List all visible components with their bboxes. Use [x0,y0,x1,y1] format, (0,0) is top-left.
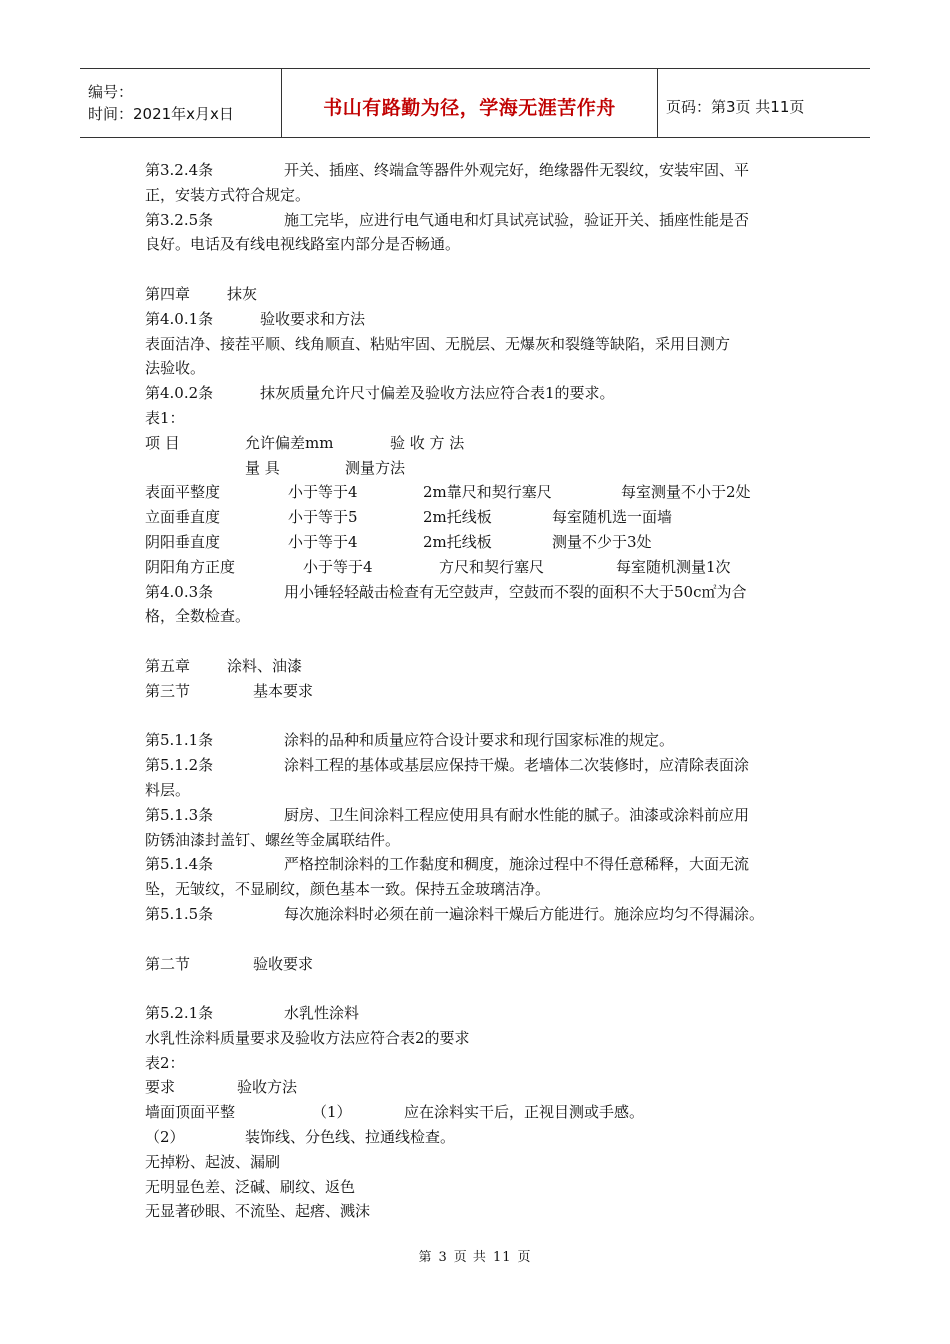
clause-5-1-3: 第5.1.3条 厨房、卫生间涂料工程应使用具有耐水性能的腻子。油漆或涂料前应用 [145,805,750,824]
header-page-label: 页码：第3页 共11页 [666,97,805,116]
clause-5-1-2: 第5.1.2条 涂料工程的基体或基层应保持干燥。老墙体二次装修时，应清除表面涂 [145,756,750,775]
clause-4-0-1-cont: 法验收。 [145,359,206,378]
clause-5-2-1-text: 水乳性涂料质量要求及验收方法应符合表2的要求 [145,1028,470,1047]
table-2-row-3: 无掉粉、起波、漏刷 [145,1152,281,1171]
clause-5-1-4-cont: 坠，无皱纹，不显刷纹，颜色基本一致。保持五金玻璃洁净。 [145,880,551,899]
clause-5-1-2-cont: 料层。 [145,780,191,799]
table-row: 阴阳垂直度 小于等于4 2m托线板 测量不少于3处 [145,532,652,551]
table-2-row-4: 无明显色差、泛碱、刷纹、返色 [145,1177,356,1196]
page-header [80,68,870,138]
clause-5-2-1: 第5.2.1条 水乳性涂料 [145,1004,360,1023]
document-time-label: 时间：2021年x月x日 [88,105,234,123]
table-2-row-5: 无显著砂眼、不流坠、起瘩、溅沫 [145,1202,371,1221]
table-2-row-2: （2） 装饰线、分色线、拉通线检查。 [145,1128,456,1147]
header-meta [80,69,282,137]
document-body [145,158,825,1224]
document-number-label: 编号： [88,83,134,101]
section-2-heading: 第二节 验收要求 [145,954,314,973]
chapter-5-heading: 第五章 涂料、油漆 [145,656,303,675]
clause-4-0-1-text: 表面洁净、接茬平顺、线角顺直、粘贴牢固、无脱层、无爆灰和裂缝等缺陷，采用目测方 [145,334,731,353]
clause-4-0-2: 第4.0.2条 抹灰质量允许尺寸偏差及验收方法应符合表1的要求。 [145,384,615,403]
chapter-4-heading: 第四章 抹灰 [145,284,258,303]
clause-4-0-3: 第4.0.3条 用小锤轻轻敲击检查有无空鼓声，空鼓而不裂的面积不大于50c㎡为合 [145,582,747,601]
clause-5-1-4: 第5.1.4条 严格控制涂料的工作黏度和稠度，施涂过程中不得任意稀释，大面无流 [145,855,750,874]
header-motto: 书山有路勤为径，学海无涯苦作舟 [282,69,658,137]
clause-3-2-5: 第3.2.5条 施工完毕，应进行电气通电和灯具试亮试验，验证开关、插座性能是否 [145,210,750,229]
page-number: 3 [438,1250,448,1265]
table-row: 表面平整度 小于等于4 2m靠尺和契行塞尺 每室测量不小于2处 [145,483,751,502]
clause-5-1-3-cont: 防锈油漆封盖钉、螺丝等金属联结件。 [145,830,401,849]
table-2-label: 表2： [145,1053,185,1072]
page-total: 11 [492,1250,512,1265]
clause-4-0-3-cont: 格，全数检查。 [145,607,251,626]
table-row: 立面垂直度 小于等于5 2m托线板 每室随机选一面墙 [145,508,673,527]
table-2-row-1: 墙面顶面平整 （1） 应在涂料实干后，正视目测或手感。 [145,1103,645,1122]
table-1-label: 表1： [145,408,185,427]
clause-3-2-4: 第3.2.4条 开关、插座、终端盒等器件外观完好，绝缘器件无裂纹，安装牢固、平 [145,161,750,179]
table-row: 阴阳角方正度 小于等于4 方尺和契行塞尺 每室随机测量1次 [145,557,731,576]
table-2-header: 要求 验收方法 [145,1078,298,1097]
page-footer: 第 3 页 共 11 页 [418,1250,532,1265]
clause-5-1-5: 第5.1.5条 每次施涂料时必须在前一遍涂料干燥后方能进行。施涂应均匀不得漏涂。 [145,904,765,923]
section-3-heading: 第三节 基本要求 [145,681,314,700]
table-1-subheader: 量 具 测量方法 [245,458,406,477]
clause-3-2-5-cont: 良好。电话及有线电视线路室内部分是否畅通。 [145,235,461,254]
table-1-header: 项 目 允许偏差mm 验 收 方 法 [145,433,465,452]
clause-5-1-1: 第5.1.1条 涂料的品种和质量应符合设计要求和现行国家标准的规定。 [145,731,675,750]
clause-3-2-4-cont: 正，安装方式符合规定。 [145,185,311,204]
clause-4-0-1: 第4.0.1条 验收要求和方法 [145,309,366,328]
